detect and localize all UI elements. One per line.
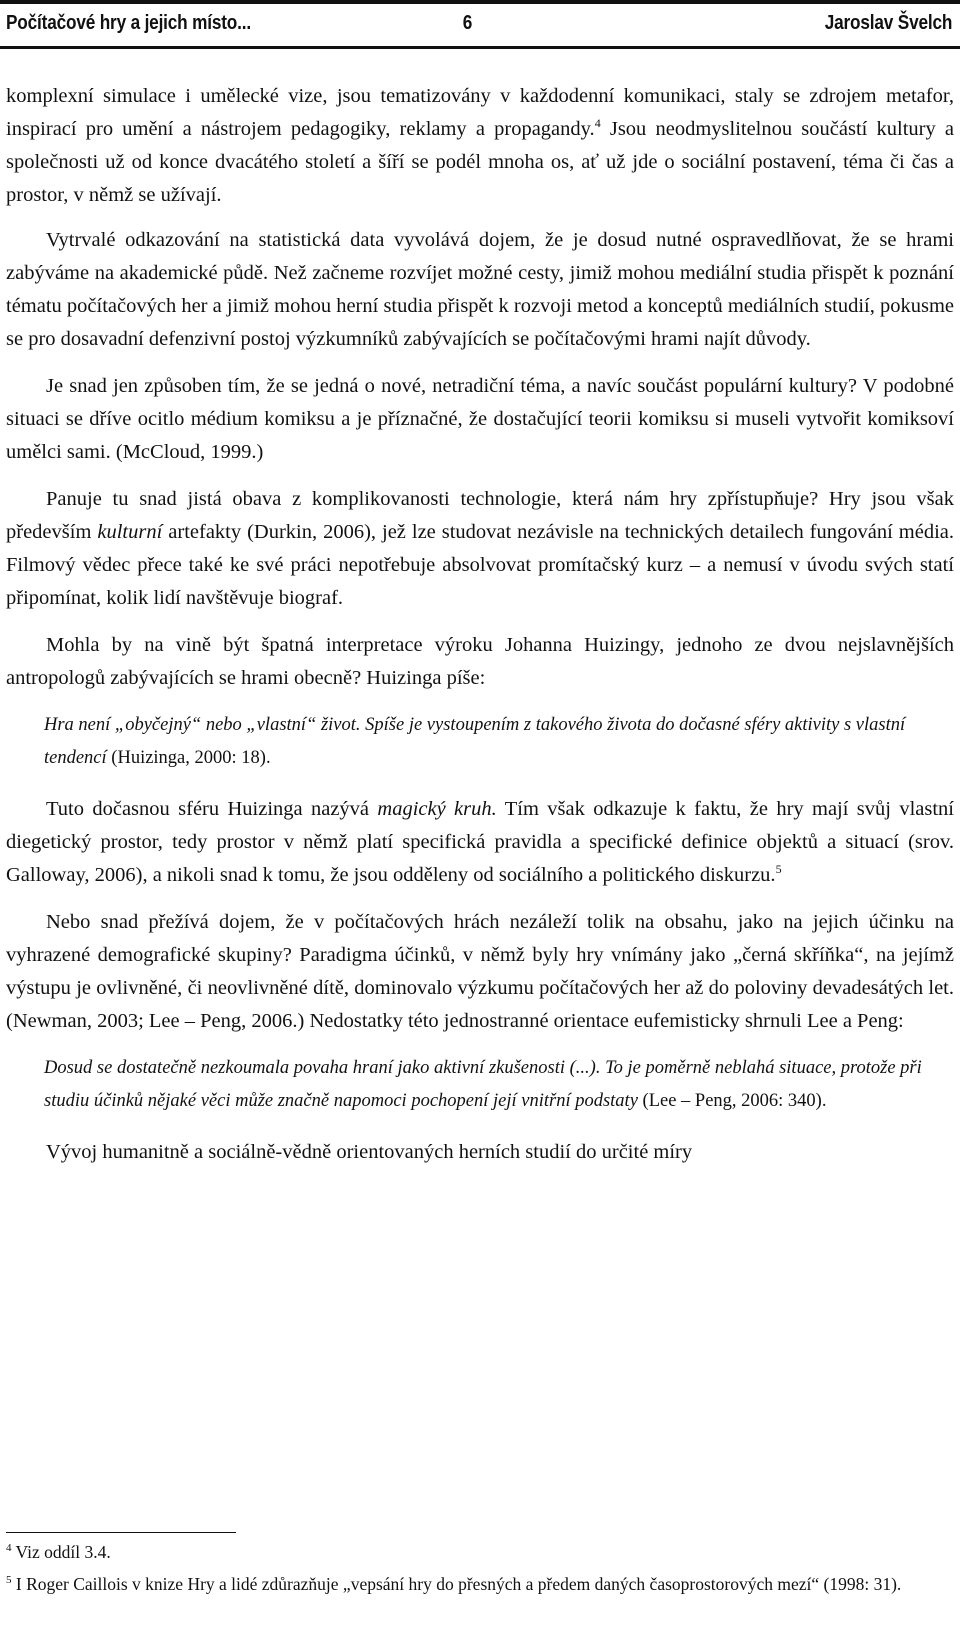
footnote-4 xyxy=(6,1538,954,1566)
footnote-ref-5: 5 xyxy=(775,862,782,877)
paragraph-6 xyxy=(6,793,954,892)
quote-lee-peng-citation: (Lee – Peng, 2006: 340). xyxy=(637,1091,827,1111)
paragraph-4-emphasis: kulturní xyxy=(97,521,163,543)
footnote-4-text: Viz oddíl 3.4. xyxy=(11,1542,111,1562)
paragraph-8: Vývoj humanitně a sociálně-vědně orientovaných herních studií do určité míry xyxy=(46,1141,693,1163)
header-bottom-rule xyxy=(0,46,960,49)
paragraph-6-text-b: Tím však odkazuje k faktu, že hry mají svůj vlastní diegetický prostor, tedy prostor v němž platí specifická pravidla a specifické definice objektů a situací (srov. Galloway, 2006), a nikoli snad k tomu, že jsou odděleny od sociálního a politického diskurzu. xyxy=(6,798,954,886)
footnote-5-number: 5 xyxy=(6,1574,12,1587)
footnote-ref-4: 4 xyxy=(594,116,601,131)
paragraph-3: Je snad jen způsoben tím, že se jedná o nové, netradiční téma, a navíc součást populární kultury? V podobné situaci se dříve ocitlo médium komiksu a je příznačné, že dostačující teorii komiksu si museli vytvořit komiksoví umělci sami. (McCloud, 1999.) xyxy=(6,375,954,463)
page-number: 6 xyxy=(462,12,473,34)
footnotes xyxy=(6,1538,954,1602)
paragraph-4-text-b: artefakty (Durkin, 2006), jež lze studovat nezávisle na technických detailech fungování média. Filmový vědec přece také ke své práci nepotřebuje absolvovat promítačský kurz – a nemusí v úvodu svých statí připomínat, kolik lidí navštěvuje biograf. xyxy=(6,521,954,609)
paragraph-6-text-a: Tuto dočasnou sféru Huizinga nazývá xyxy=(46,798,378,820)
paragraph-4 xyxy=(6,483,954,615)
paragraph-2: Vytrvalé odkazování na statistická data vyvolává dojem, že je dosud nutné ospravedlňovat, že se hrami zabýváme na akademické půdě. Než začneme rozvíjet možné cesty, jimiž mohou mediální studia přispět k poznání tématu počítačových her a jimiž mohou herní studia přispět k rozvoji metod a konceptů mediálních studií, pokusme se pro dosavadní defenzivní postoj výzkumníků zabývajících se počítačovými hrami najít důvody. xyxy=(6,229,954,350)
footnote-5 xyxy=(6,1570,954,1598)
quote-huizinga-citation: (Huizinga, 2000: 18). xyxy=(106,748,271,768)
header-top-rule xyxy=(0,0,960,4)
paragraph-7: Nebo snad přežívá dojem, že v počítačových hrách nezáleží tolik na obsahu, jako na jejich účinku na vyhrazené demografické skupiny? Paradigma účinků, v němž byly hry vnímány jako „černá skříňka“, na jejímž výstupu je ovlivněné, či neovlivněné dítě, dominovalo výzkumu počítačových her až do poloviny devadesátých let. (Newman, 2003; Lee – Peng, 2006.) Nedostatky této jednostranné orientace eufemisticky shrnuli Lee a Peng: xyxy=(6,911,954,1032)
body-text xyxy=(6,80,954,1183)
paragraph-1-text-b: Jsou neodmyslitelnou součástí kultury a společnosti už od konce dvacátého století a šíří se podél mnoha os, ať už jde o sociální postavení, téma či čas a prostor, v němž se užívají. xyxy=(6,118,954,206)
quote-huizinga xyxy=(44,709,954,775)
quote-huizinga-text: Hra není „obyčejný“ nebo „vlastní“ život. Spíše je vystoupením z takového života do dočasné sféry aktivity s vlastní tendencí xyxy=(44,715,906,768)
paragraph-4-text-a: Panuje tu snad jistá obava z komplikovanosti technologie, která nám hry zpřístupňuje? Hry jsou však především xyxy=(6,488,954,543)
footnote-4-number: 4 xyxy=(6,1542,12,1555)
paragraph-1 xyxy=(6,80,954,212)
footnote-separator xyxy=(6,1532,236,1533)
footnote-5-text: I Roger Caillois v knize Hry a lidé zdůrazňuje „vepsání hry do přesných a předem daných časoprostorových mezí“ (1998: 31). xyxy=(11,1574,902,1594)
paragraph-5: Mohla by na vině být špatná interpretace výroku Johanna Huizingy, jednoho ze dvou nejslavnějších antropologů zabývajících se hrami obecně? Huizinga píše: xyxy=(6,634,954,689)
running-header xyxy=(0,0,960,50)
header-author: Jaroslav Švelch xyxy=(824,12,952,34)
paragraph-1-text-a: komplexní simulace i umělecké vize, jsou tematizovány v každodenní komunikaci, staly se zdrojem metafor, inspirací pro umění a nástrojem pedagogiky, reklamy a propagandy. xyxy=(6,85,954,140)
quote-lee-peng-text: Dosud se dostatečně nezkoumala povaha hraní jako aktivní zkušenosti (...). To je poměrně neblahá situace, protože při studiu účinků nějaké věci může značně napomoci pochopení její vnitřní podstaty xyxy=(44,1058,922,1111)
header-title: Počítačové hry a jejich místo... xyxy=(6,12,251,34)
quote-lee-peng xyxy=(44,1052,954,1118)
paragraph-6-emphasis: magický kruh. xyxy=(377,798,497,820)
